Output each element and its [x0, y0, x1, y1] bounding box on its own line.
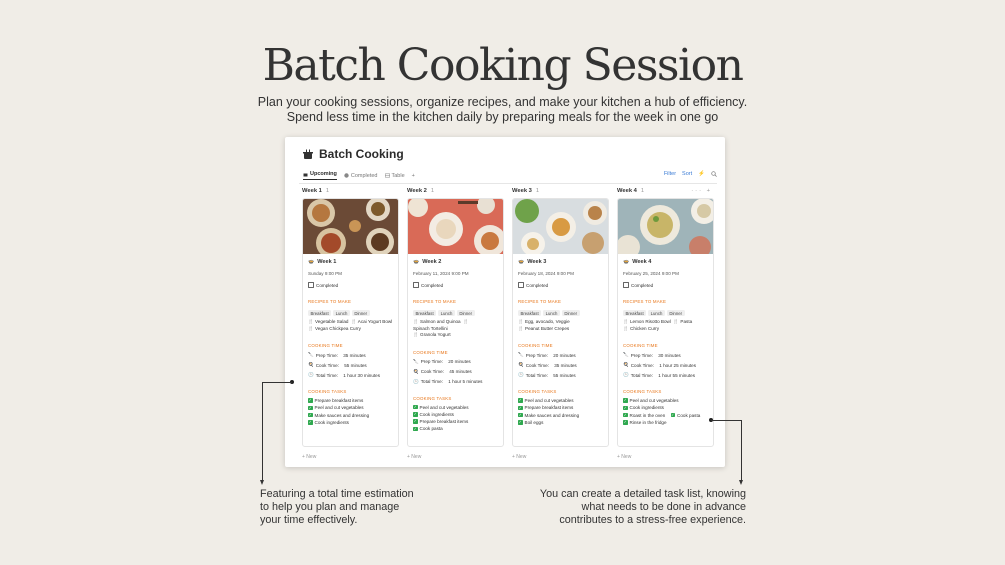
time-label: Cook Time: — [315, 362, 339, 368]
card-cover — [513, 199, 608, 254]
column-count: 1 — [640, 188, 645, 194]
arrow-down-icon — [739, 480, 743, 485]
section-header: RECIPES TO MAKE — [518, 299, 562, 304]
recipe-link[interactable]: Acai Yogurt Bowl — [357, 319, 393, 325]
toolbar — [664, 171, 717, 177]
time-label: Prep Time: — [420, 359, 443, 365]
recipe-list: 🍴 Salmon and Quinoa 🍴 Spinach Tortellini 🍴 Granola Yogurt — [413, 319, 469, 338]
week-card[interactable] — [302, 198, 399, 447]
time-value: 45 minutes — [449, 369, 472, 375]
checkbox-checked-icon[interactable]: ✓ — [308, 420, 312, 424]
recipe-list: 🍴 Egg, avocado, Veggie 🍴 Peanut Butter Crepes — [518, 319, 570, 331]
meal-tag: Dinner — [457, 310, 475, 316]
recipe-link[interactable]: Chicken Curry — [630, 325, 660, 331]
note-line: Featuring a total time estimation — [260, 488, 414, 500]
checkbox-checked-icon[interactable]: ✓ — [518, 412, 522, 417]
time-value: 1 hour 25 minutes — [659, 362, 697, 368]
pan-icon: 🍳 — [518, 362, 524, 368]
task-list — [413, 405, 498, 432]
completed-checkbox[interactable] — [518, 282, 603, 288]
time-label: Prep Time: — [315, 352, 338, 358]
meal-tags — [623, 310, 708, 316]
column-header[interactable] — [512, 186, 609, 196]
task-label: Roast in the oven — [629, 412, 666, 418]
arrow-down-icon — [260, 480, 264, 485]
checkbox-checked-icon[interactable]: ✓ — [308, 405, 312, 410]
task-item — [623, 405, 708, 410]
pan-icon: 🍳 — [413, 368, 419, 374]
task-item — [518, 413, 603, 418]
checkbox-checked-icon[interactable]: ✓ — [308, 412, 312, 417]
card-date: February 25, 2024 9:00 PM — [623, 271, 679, 276]
checkbox-checked-icon[interactable]: ✓ — [671, 412, 675, 417]
cook-time — [518, 362, 603, 368]
task-item — [413, 405, 498, 410]
checkbox-icon[interactable] — [308, 282, 314, 288]
task-label: Cook ingredients — [419, 411, 454, 417]
search-icon[interactable] — [711, 171, 717, 177]
food-photo — [618, 199, 713, 254]
task-list — [308, 398, 393, 425]
filter-button[interactable]: Filter — [663, 171, 677, 177]
food-photo — [303, 199, 398, 254]
tab-table[interactable] — [385, 173, 405, 179]
column-options-icon[interactable]: ··· + — [691, 188, 712, 194]
week-card[interactable] — [407, 198, 504, 447]
card-title-text: Week 4 — [632, 259, 652, 265]
recipe-link[interactable]: Vegan Chickpea Curry — [315, 325, 361, 331]
recipe-list: 🍴 Vegetable Salad 🍴 Acai Yogurt Bowl 🍴 Vegan Chickpea Curry — [308, 319, 393, 331]
task-item — [413, 419, 498, 424]
recipe-list: 🍴 Lemon Risotto Bowl 🍴 Pasta 🍴 Chicken Curry — [623, 319, 693, 331]
time-label: Cook Time: — [525, 362, 549, 368]
prep-time — [518, 352, 603, 358]
table-icon — [385, 173, 390, 178]
prep-time — [413, 359, 498, 365]
leader-line-right — [741, 420, 742, 481]
week-card[interactable] — [512, 198, 609, 447]
meal-tag: Breakfast — [518, 310, 541, 316]
cooking-pot-icon — [303, 149, 313, 160]
checkbox-icon[interactable] — [413, 282, 419, 288]
completed-checkbox[interactable] — [308, 282, 393, 288]
task-label: Cook pasta — [419, 426, 443, 432]
column-count: 1 — [325, 188, 330, 194]
task-list — [623, 398, 708, 425]
task-label: Peel and cut vegetables — [629, 398, 679, 404]
pot-icon: 🍲 — [623, 259, 630, 265]
leader-line-left — [262, 382, 292, 383]
hero-subtitle — [0, 95, 1005, 125]
add-view-button[interactable]: + — [411, 172, 415, 179]
time-value: 55 minutes — [344, 362, 367, 368]
board-column — [617, 186, 714, 460]
new-card-button[interactable]: + New — [512, 454, 527, 460]
section-header: COOKING TIME — [413, 349, 448, 355]
task-item — [308, 398, 393, 403]
clock-icon: 🕑 — [518, 372, 524, 378]
task-item — [623, 420, 708, 425]
card-cover — [618, 199, 713, 254]
time-value: 35 minutes — [554, 362, 577, 368]
time-label: Cook Time: — [630, 362, 654, 368]
knife-icon: 🔪 — [413, 358, 419, 364]
cook-time — [623, 362, 708, 368]
card-title — [518, 259, 603, 265]
section-header: COOKING TASKS — [308, 389, 347, 395]
card-date: February 11, 2024 9:00 PM — [413, 271, 469, 276]
recipe-link[interactable]: Lemon Risotto Bowl — [630, 319, 671, 325]
meal-tag: Lunch — [648, 310, 665, 316]
task-item — [413, 412, 498, 417]
checkbox-checked-icon[interactable]: ✓ — [518, 398, 522, 403]
recipe-link[interactable]: Egg, avocado, Veggie — [525, 319, 570, 325]
section-header: RECIPES TO MAKE — [623, 299, 667, 304]
app-window — [285, 137, 725, 467]
column-count: 1 — [430, 188, 435, 194]
tab-label: Completed — [350, 172, 378, 179]
note-task-list — [540, 488, 746, 528]
page-title-text: Batch Cooking — [319, 147, 404, 161]
card-title-text: Week 2 — [422, 259, 442, 265]
task-label: Prepare breakfast items — [419, 419, 469, 425]
card-title-text: Week 1 — [317, 259, 337, 265]
checkbox-checked-icon[interactable]: ✓ — [413, 419, 417, 424]
checkbox-checked-icon[interactable]: ✓ — [518, 405, 522, 410]
knife-icon: 🔪 — [623, 352, 629, 358]
task-label: Make sauces and dressing — [524, 412, 580, 418]
meal-tag: Lunch — [438, 310, 455, 316]
page-title — [303, 147, 404, 161]
task-list — [518, 398, 603, 425]
column-header[interactable] — [617, 186, 714, 196]
task-label: Prepare breakfast items — [314, 398, 364, 404]
section-header: RECIPES TO MAKE — [308, 299, 352, 304]
checkbox-label: Completed — [421, 282, 444, 288]
checkbox-checked-icon[interactable]: ✓ — [623, 405, 627, 410]
column-title: Week 3 — [512, 188, 532, 194]
meal-tag: Breakfast — [308, 310, 331, 316]
note-line: what needs to be done in advance — [581, 501, 746, 514]
clock-icon: 🕑 — [623, 372, 629, 378]
total-time — [518, 372, 603, 378]
card-date: Sunday 9:00 PM — [308, 271, 342, 276]
task-label: Make sauces and dressing — [314, 412, 370, 418]
check-circle-icon — [344, 173, 349, 178]
checkbox-checked-icon[interactable]: ✓ — [308, 398, 312, 403]
time-label: Cook Time: — [420, 369, 444, 375]
time-value: 30 minutes — [658, 352, 681, 358]
leader-line-right — [711, 420, 742, 421]
time-label: Total Time: — [315, 372, 338, 378]
tab-label: Upcoming — [310, 171, 337, 177]
meal-tag: Dinner — [562, 310, 580, 316]
time-value: 35 minutes — [343, 352, 366, 358]
recipe-link[interactable]: Vegetable Salad — [315, 319, 349, 325]
meal-tag: Breakfast — [413, 310, 436, 316]
section-header: COOKING TASKS — [518, 389, 557, 395]
checkbox-icon[interactable] — [518, 282, 524, 288]
column-title: Week 1 — [302, 188, 322, 194]
meal-tag: Lunch — [333, 310, 350, 316]
note-line: to help you plan and manage — [260, 501, 400, 514]
task-item — [308, 405, 393, 410]
new-card-button[interactable]: + New — [302, 454, 317, 460]
food-photo — [408, 199, 503, 254]
task-label: Cook pasta — [677, 412, 701, 418]
total-time — [413, 379, 498, 385]
leader-line-left — [262, 382, 263, 482]
hero-subtitle-line: Spend less time in the kitchen daily by preparing meals for the week in one go — [286, 110, 719, 124]
card-date: February 18, 2024 9:00 PM — [518, 271, 574, 276]
sort-button[interactable]: Sort — [682, 171, 693, 177]
card-cover — [408, 199, 503, 254]
checkbox-label: Completed — [316, 282, 339, 288]
time-value: 1 hour 30 minutes — [343, 372, 381, 378]
card-title — [623, 259, 708, 265]
time-label: Total Time: — [420, 379, 443, 385]
task-item — [518, 398, 603, 403]
task-label: Cook ingredients — [629, 405, 664, 411]
new-card-button[interactable]: + New — [407, 454, 422, 460]
meal-tags — [413, 310, 498, 316]
board-column — [512, 186, 609, 460]
task-item — [623, 398, 708, 403]
cook-time — [413, 369, 498, 375]
section-header: COOKING TIME — [623, 343, 658, 349]
completed-checkbox[interactable] — [413, 282, 498, 288]
section-header: RECIPES TO MAKE — [413, 299, 457, 304]
board-column — [302, 186, 399, 460]
pot-icon: 🍲 — [308, 259, 315, 265]
section-header: COOKING TASKS — [623, 389, 662, 395]
pot-icon: 🍲 — [518, 259, 525, 265]
checkbox-label: Completed — [631, 282, 654, 288]
checkbox-checked-icon[interactable]: ✓ — [623, 420, 627, 424]
board-column — [407, 186, 504, 460]
meal-tag: Breakfast — [623, 310, 646, 316]
meal-tag: Dinner — [667, 310, 685, 316]
task-label: Peel and cut vegetables — [314, 405, 364, 411]
total-time — [308, 372, 393, 378]
section-header: COOKING TIME — [518, 343, 553, 349]
task-item — [413, 426, 498, 431]
tab-completed[interactable] — [344, 173, 378, 179]
note-line: contributes to a stress-free experience. — [559, 514, 746, 527]
meal-tags — [518, 310, 603, 316]
pot-icon — [303, 172, 308, 177]
column-title: Week 4 — [617, 188, 637, 194]
pan-icon: 🍳 — [623, 362, 629, 368]
column-title: Week 2 — [407, 188, 427, 194]
meal-tag: Dinner — [352, 310, 370, 316]
task-item — [308, 413, 393, 418]
checkbox-checked-icon[interactable]: ✓ — [518, 420, 522, 424]
recipe-link[interactable]: Salmon and Quinoa — [420, 319, 461, 325]
recipe-link[interactable]: Granola Yogurt — [420, 332, 451, 338]
task-label: Rinse in the fridge — [629, 419, 667, 425]
food-photo — [513, 199, 608, 254]
card-title-text: Week 3 — [527, 259, 547, 265]
recipe-link[interactable]: Peanut Butter Crepes — [525, 325, 570, 331]
tab-label: Table — [391, 172, 405, 179]
pot-icon: 🍲 — [413, 259, 420, 265]
card-title — [308, 259, 393, 265]
checkbox-icon[interactable] — [623, 282, 629, 288]
note-time-estimation — [260, 488, 414, 528]
checkbox-checked-icon[interactable]: ✓ — [413, 426, 417, 431]
pan-icon: 🍳 — [308, 362, 314, 368]
task-label: Boil eggs — [524, 419, 544, 425]
column-count: 1 — [535, 188, 540, 194]
recipe-link[interactable]: Spinach Tortellini — [413, 325, 448, 331]
column-header[interactable] — [407, 186, 504, 196]
view-tabs — [303, 171, 415, 180]
time-value: 55 minutes — [553, 372, 576, 378]
task-label: Peel and cut vegetables — [419, 404, 469, 410]
time-label: Total Time: — [525, 372, 548, 378]
time-value: 1 hour 5 minutes — [448, 379, 483, 385]
tab-upcoming[interactable] — [303, 171, 337, 180]
checkbox-checked-icon[interactable]: ✓ — [623, 412, 627, 417]
prep-time — [623, 352, 708, 358]
week-card[interactable] — [617, 198, 714, 447]
task-label: Cook ingredients — [314, 419, 349, 425]
time-label: Prep Time: — [525, 352, 548, 358]
completed-checkbox[interactable] — [623, 282, 708, 288]
time-label: Prep Time: — [630, 352, 653, 358]
task-label: Prepare breakfast items — [524, 405, 574, 411]
note-line: your time effectively. — [260, 514, 358, 527]
total-time — [623, 372, 708, 378]
task-item — [518, 420, 603, 425]
card-title — [413, 259, 498, 265]
new-card-button[interactable]: + New — [617, 454, 632, 460]
checkbox-label: Completed — [526, 282, 549, 288]
section-header: COOKING TIME — [308, 343, 343, 349]
task-item — [308, 420, 393, 425]
divider — [299, 183, 717, 184]
lightning-icon[interactable]: ⚡ — [698, 171, 705, 177]
knife-icon: 🔪 — [518, 352, 524, 358]
meal-tags — [308, 310, 393, 316]
section-header: COOKING TASKS — [413, 395, 452, 401]
time-label: Total Time: — [630, 372, 653, 378]
column-header[interactable] — [302, 186, 399, 196]
clock-icon: 🕑 — [308, 372, 314, 378]
hero-title: Batch Cooking Session — [262, 40, 743, 91]
hero-subtitle-line: Plan your cooking sessions, organize recipes, and make your kitchen a hub of efficiency. — [257, 95, 748, 109]
note-line: You can create a detailed task list, knowing — [539, 488, 746, 500]
knife-icon: 🔪 — [308, 352, 314, 358]
checkbox-checked-icon[interactable]: ✓ — [623, 398, 627, 403]
task-label: Peel and cut vegetables — [524, 398, 574, 404]
time-value: 1 hour 55 minutes — [658, 372, 696, 378]
time-value: 20 minutes — [553, 352, 576, 358]
task-item — [623, 413, 708, 418]
cook-time — [308, 362, 393, 368]
checkbox-checked-icon[interactable]: ✓ — [413, 404, 417, 409]
task-item — [518, 405, 603, 410]
prep-time — [308, 352, 393, 358]
clock-icon: 🕑 — [413, 378, 419, 384]
time-value: 20 minutes — [448, 359, 471, 365]
card-cover — [303, 199, 398, 254]
checkbox-checked-icon[interactable]: ✓ — [413, 412, 417, 417]
meal-tag: Lunch — [543, 310, 560, 316]
recipe-link[interactable]: Pasta — [680, 319, 693, 325]
